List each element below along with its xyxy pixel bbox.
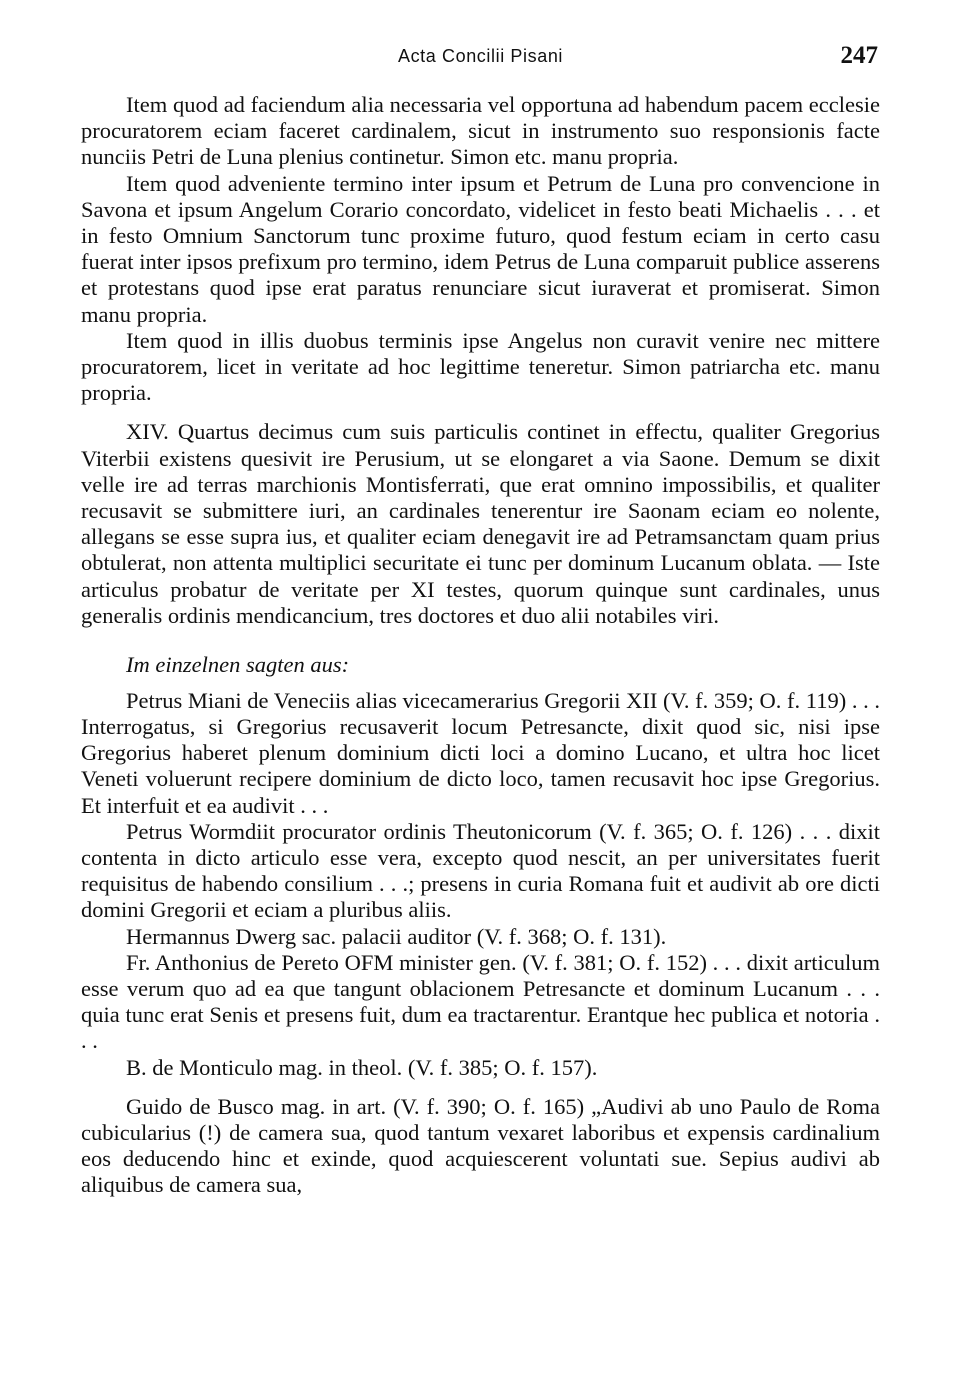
witness-entry: Petrus Miani de Veneciis alias vicecamerarius Gregorii XII (V. f. 359; O. f. 119) . . . Interrogatus, si Gregorius recusaverit locum Petresancte, dixit quod sic, nisi ipse Gregorius haberet plenum dominium dicti loci a domino Lucano, et ultra hoc licet Veneti voluerunt recipere dominium de dicto loco, tamen recusavit hoc ipse Gregorius. Et interfuit et ea audivit . . . <box>81 687 880 818</box>
section-subheading: Im einzelnen sagten aus: <box>126 651 350 677</box>
page-number: 247 <box>840 42 878 69</box>
witness-entry: Petrus Wormdiit procurator ordinis Theutonicorum (V. f. 365; O. f. 126) . . . dixit contenta in dicto articulo esse vera, excepto quod nescit, an per universitates fuerit requisitus de habendo consilium . . .; presens in curia Romana fuit et audivit ab ore dicti domini Gregorii et eciam a pluribus aliis. <box>81 818 880 923</box>
page-body <box>81 92 880 1199</box>
witness-entry: Hermannus Dwerg sac. palacii auditor (V. f. 368; O. f. 131). <box>126 923 667 949</box>
running-title: Acta Concilii Pisani <box>397 46 564 66</box>
paragraph: Item quod in illis duobus terminis ipse Angelus non curavit venire nec mittere procuratorem, licet in veritate ad hoc legittime teneretur. Simon patriarcha etc. manu propria. <box>81 327 880 406</box>
running-header <box>81 42 880 78</box>
paragraph: Item quod ad faciendum alia necessaria vel opportuna ad habendum pacem ecclesie procuratorem eciam faceret cardinalem, sicut in instrumento suo responsionis facte nunciis Petri de Luna plenius continetur. Simon etc. manu propria. <box>81 92 880 170</box>
book-page <box>81 42 880 1199</box>
article-paragraph <box>81 419 880 629</box>
article-text: Quartus decimus cum suis particulis continet in effectu, qualiter Gregorius Viterbii existens quesivit ire Perusium, ut se elongaret a via Saone. Demum se dixit velle ire ad terras marchionis Montisferrati, que erat omnino impossibilis, et qualiter recusavit se submittere iuri, an cardinales tenerentur ire Saonam eciam eo nolente, allegans se esse supra ius, et qualiter eciam denegavit ire ad Petramsanctam quam prius obtulerat, non attenta multiplici securitate ei tunc per dominum Lucanum oblata. — Iste articulus probatur de veritate per XI testes, quorum quinque sunt cardinales, unus generalis ordinis mendicancium, tres doctores et duo alii notabiles viri. <box>81 419 880 628</box>
article-number: XIV. <box>126 419 169 445</box>
paragraph: Item quod adveniente termino inter ipsum et Petrum de Luna pro convencione in Savona et ipsum Angelum Corario concordato, videlicet in festo beati Michaelis . . . et in festo Omnium Sanctorum tunc proxime futuro, quod festum eciam in certo casu fuerat inter ipsos prefixum pro termino, idem Petrus de Luna comparuit publice asserens et protestans quod ipse erat paratus renunciare sicut iuraverat et promiserat. Simon manu propria. <box>81 170 880 327</box>
witness-entry: B. de Monticulo mag. in theol. (V. f. 385; O. f. 157). <box>126 1054 598 1080</box>
witness-entry: Guido de Busco mag. in art. (V. f. 390; O. f. 165) „Audivi ab uno Paulo de Roma cubicularius (!) de camera sua, quod tantum vexaret laboribus et expensis cardinalium eos deducendo hinc et exinde, quod acquiescerent voluntati sue. Sepius audivi ab aliquibus de camera sua, <box>81 1093 880 1198</box>
witness-entry: Fr. Anthonius de Pereto OFM minister gen. (V. f. 381; O. f. 152) . . . dixit articulum esse verum quo ad ea que tangunt oblacionem Petresancte et dominum Lucanum . . . quia tunc erat Senis et presens fuit, dum ea tractarentur. Erantque hec publica et notoria . . . <box>81 949 880 1054</box>
